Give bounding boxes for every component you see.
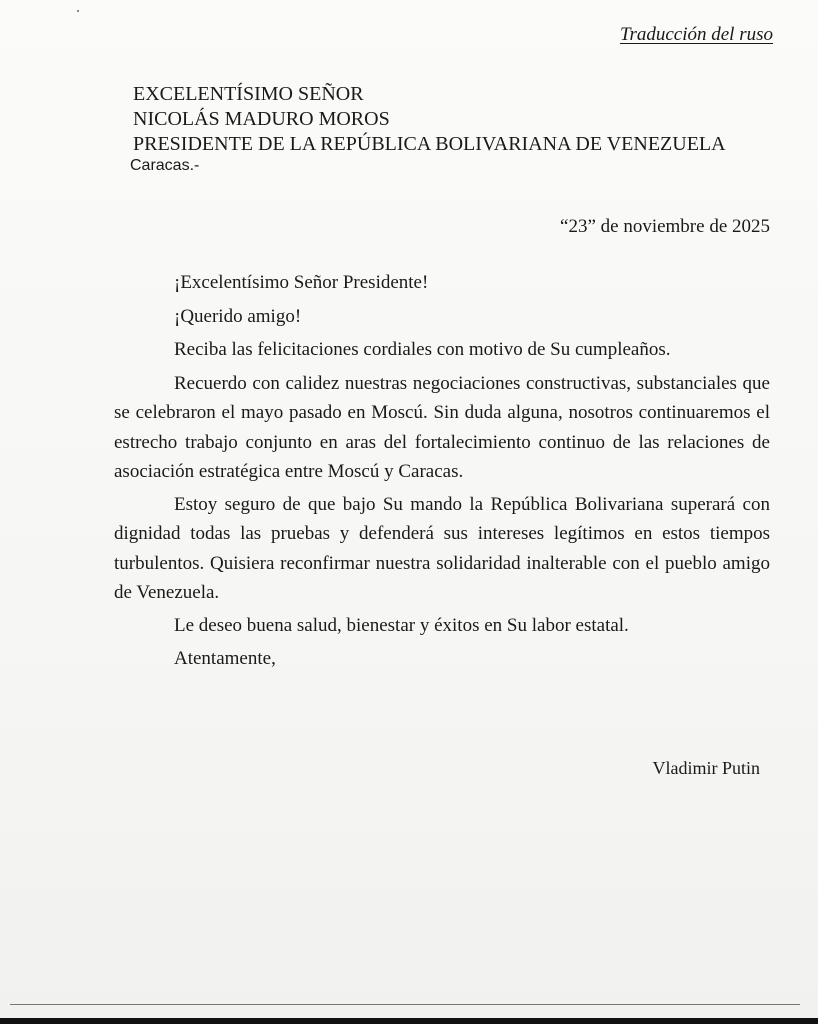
recipient-block	[130, 82, 726, 175]
paragraph-solidarity: Estoy seguro de que bajo Su mando la República Bolivariana superará con dignidad todas las pruebas y defenderá sus intereses legítimos en estos tiempos turbulentos. Quisiera reconfirmar nuestra solidaridad inalterable con el pueblo amigo de Venezuela.	[114, 493, 770, 603]
recipient-position: PRESIDENTE DE LA REPÚBLICA BOLIVARIANA DE VENEZUELA	[133, 133, 726, 155]
paper-speck	[77, 10, 79, 12]
letter-body	[114, 268, 770, 674]
recipient-city: Caracas.-	[130, 157, 200, 174]
closing: Atentamente,	[174, 648, 276, 669]
letter-date: “23” de noviembre de 2025	[560, 216, 770, 237]
scan-bottom-edge	[0, 1018, 818, 1024]
paragraph-wishes: Le deseo buena salud, bienestar y éxitos en Su labor estatal.	[174, 614, 629, 636]
salutation: ¡Excelentísimo Señor Presidente!	[174, 272, 429, 293]
footer-divider	[10, 1004, 800, 1005]
paragraph-negotiations: Recuerdo con calidez nuestras negociaciones constructivas, substanciales que se celebraron el mayo pasado en Moscú. Sin duda alguna, nosotros continuaremos el estrecho trabajo conjunto en aras del fortalecimiento continuo de las relaciones de asociación estratégica entre Moscú y Caracas.	[114, 372, 770, 482]
paragraph-birthday: Reciba las felicitaciones cordiales con motivo de Su cumpleaños.	[174, 339, 671, 360]
translation-note: Traducción del ruso	[619, 24, 773, 45]
greeting: ¡Querido amigo!	[174, 305, 302, 327]
recipient-name: NICOLÁS MADURO MOROS	[133, 108, 390, 130]
signature-name: Vladimir Putin	[652, 758, 760, 778]
recipient-title: EXCELENTÍSIMO SEÑOR	[133, 83, 364, 105]
